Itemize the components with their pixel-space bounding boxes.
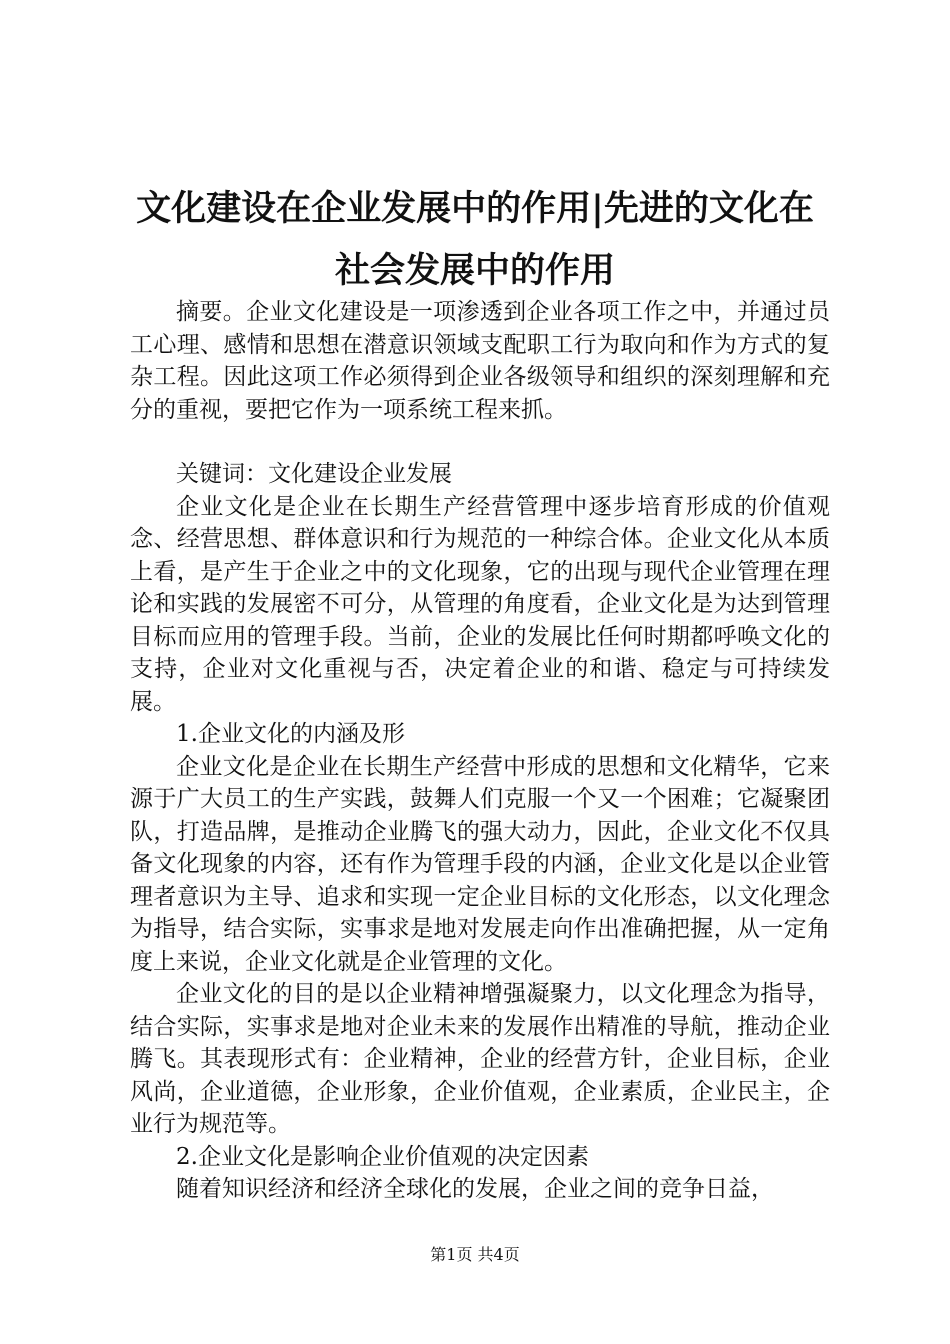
section-heading-1: 1.企业文化的内涵及形 — [176, 721, 405, 747]
section-heading-2: 2.企业文化是影响企业价值观的决定因素 — [176, 1143, 589, 1170]
body-paragraph: 企业文化的目的是以企业精神增强凝聚力，以文化理念为指导，结合实际，实事求是地对企业未来的发展作出精准的导航，推动企业腾飞。其表现形式有：企业精神，企业的经营方针，企业目标，企业风尚，企业道德，企业形象，企业价值观，企业素质，企业民主，企业行为规范等。 — [130, 981, 830, 1137]
page-footer: 第1页 共4页 — [430, 1245, 520, 1264]
document-title — [100, 178, 850, 302]
title-line-2: 社会发展中的作用 — [334, 250, 615, 291]
abstract-paragraph: 摘要。企业文化建设是一项渗透到企业各项工作之中，并通过员工心理、感情和思想在潜意识领域支配职工行为取向和作为方式的复杂工程。因此这项工作必须得到企业各级领导和组织的深刻理解和充分的重视，要把它作为一项系统工程来抓。 — [130, 299, 830, 423]
title-line-1: 文化建设在企业发展中的作用|先进的文化在 — [136, 188, 814, 229]
body-paragraph: 随着知识经济和经济全球化的发展，企业之间的竞争日益， — [176, 1176, 774, 1202]
body-paragraph: 企业文化是企业在长期生产经营中形成的思想和文化精华，它来源于广大员工的生产实践，鼓舞人们克服一个又一个困难；它凝聚团队，打造品牌，是推动企业腾飞的强大动力，因此，企业文化不仅具备文化现象的内容，还有作为管理手段的内涵，企业文化是以企业管理者意识为主导、追求和实现一定企业目标的文化形态，以文化理念为指导，结合实际，实事求是地对发展走向作出准确把握，从一定角度上来说，企业文化就是企业管理的文化。 — [130, 753, 830, 975]
keywords-line: 关键词：文化建设企业发展 — [176, 461, 452, 487]
paragraph-gap — [130, 426, 830, 458]
body-paragraph: 企业文化是企业在长期生产经营管理中逐步培育形成的价值观念、经营思想、群体意识和行为规范的一种综合体。企业文化从本质上看，是产生于企业之中的文化现象，它的出现与现代企业管理在理论和实践的发展密不可分，从管理的角度看，企业文化是为达到管理目标而应用的管理手段。当前，企业的发展比任何时期都呼唤文化的支持，企业对文化重视与否，决定着企业的和谐、稳定与可持续发展。 — [130, 493, 830, 715]
document-body — [130, 296, 830, 1206]
